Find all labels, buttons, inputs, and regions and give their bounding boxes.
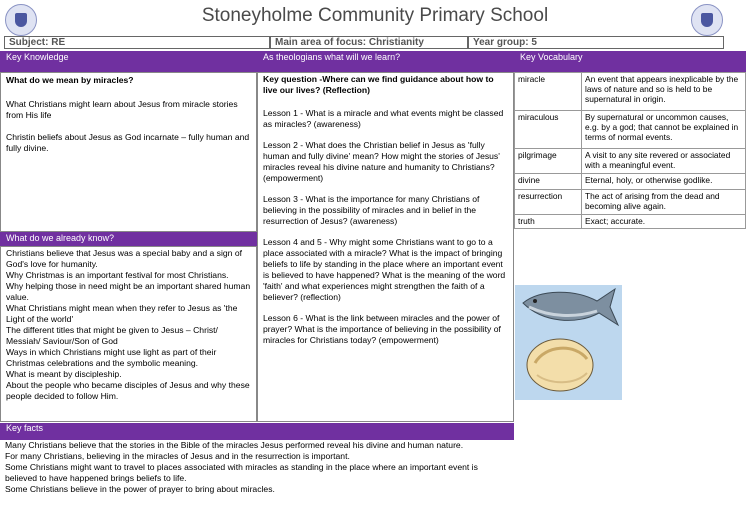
illustration [515, 285, 622, 400]
school-crest-icon [691, 4, 723, 36]
key-knowledge-text: Christin beliefs about Jesus as God incarnate – fully human and fully divine. [6, 132, 250, 153]
page-title: Stoneyholme Community Primary School [201, 5, 549, 26]
list-item: Ways in which Christians might use light as part of their Christmas celebrations and the symbolic meaning. [6, 347, 217, 368]
table-row [515, 174, 746, 190]
list-item: The different titles that might be given to Jesus – Christ/ Messiah/ Saviour/Son of God [6, 325, 218, 346]
list-item: Some Christians might want to travel to places associated with miracles as standing in the place where an important event is believed to have happened brings beliefs to life. [5, 462, 478, 483]
fish-and-bread-illustration [515, 285, 622, 400]
lesson-item: Lesson 2 - What does the Christian belief in Jesus as 'fully human and fully divine' mean? How might the stories of Jesus' miracles reveal his divine nature and humanity to Christians? (empowerment) [263, 140, 500, 183]
vocab-term: pilgrimage [515, 149, 582, 174]
fish-icon [523, 289, 618, 325]
list-item: About the people who became disciples of Jesus and why these people decided to follow Him. [6, 380, 250, 401]
vocab-term: resurrection [515, 190, 582, 215]
learn-panel [257, 72, 514, 422]
focus-label: Main area of focus: Christianity [270, 36, 468, 49]
vocab-definition: A visit to any site revered or associated with a meaningful event. [582, 149, 746, 174]
list-item: Why helping those in need might be an important shared human value. [6, 281, 251, 302]
table-row [515, 190, 746, 215]
lesson-item: Lesson 6 - What is the link between miracles and the power of prayer? What is the importance of believing in the possibility of miracles for Christians today? (empowerment) [263, 313, 501, 345]
lesson-item: Lesson 3 - What is the importance for many Christians of believing in the possibility of miracles and in belief in the resurrection of Jesus? (awareness) [263, 194, 480, 226]
key-knowledge-heading: Key Knowledge [0, 51, 257, 72]
learn-heading: As theologians what will we learn? [257, 51, 514, 72]
vocab-definition: An event that appears inexplicable by the laws of nature and so is held to be supernatural in origin. [582, 73, 746, 111]
list-item: What Christians might mean when they refer to Jesus as 'the Light of the world' [6, 303, 238, 324]
already-know-heading: What do we already know? [0, 232, 257, 246]
school-crest-icon [5, 4, 37, 36]
vocab-term: truth [515, 215, 582, 229]
vocab-definition: Eternal, holy, or otherwise godlike. [582, 174, 746, 190]
table-row [515, 111, 746, 149]
list-item: Some Christians believe in the power of prayer to bring about miracles. [5, 484, 275, 494]
key-knowledge-text: What Christians might learn about Jesus from miracle stories from His life [6, 99, 238, 120]
vocabulary-table [514, 72, 746, 229]
list-item: What is meant by discipleship. [6, 369, 122, 379]
already-know-panel [0, 246, 257, 422]
key-question: Key question -Where can we find guidance about how to live our lives? (Reflection) [263, 74, 494, 95]
vocab-definition: By supernatural or uncommon causes, e.g. by a god; that cannot be explained in terms of normal events. [582, 111, 746, 149]
vocab-term: divine [515, 174, 582, 190]
lesson-item: Lesson 1 - What is a miracle and what events might be classed as miracles? (awareness) [263, 108, 504, 129]
vocab-definition: Exact; accurate. [582, 215, 746, 229]
vocab-term: miracle [515, 73, 582, 111]
table-row [515, 149, 746, 174]
vocab-term: miraculous [515, 111, 582, 149]
bread-icon [527, 339, 593, 391]
vocab-definition: The act of arising from the dead and becoming alive again. [582, 190, 746, 215]
vocabulary-heading: Key Vocabulary [514, 51, 746, 72]
list-item: Why Christmas is an important festival for most Christians. [6, 270, 229, 280]
key-facts-panel [0, 440, 746, 503]
list-item: Many Christians believe that the stories in the Bible of the miracles Jesus performed reveal his divine and human nature. [5, 440, 464, 450]
key-facts-heading: Key facts [0, 423, 514, 440]
list-item: For many Christians, believing in the miracles of Jesus and in the resurrection is important. [5, 451, 350, 461]
subject-label: Subject: RE [4, 36, 270, 49]
key-knowledge-question: What do we mean by miracles? [6, 75, 134, 85]
year-group-label: Year group: 5 [468, 36, 724, 49]
lesson-item: Lesson 4 and 5 - Why might some Christians want to go to a place associated with a miracle? What is the impact of bringing beliefs to life by standing in the place where an important event is believed to have happened? What is the meaning of the word 'faith' and what experiences might strengthen the faith of a believer? (reflection) [263, 237, 506, 302]
key-knowledge-panel [0, 72, 257, 232]
table-row [515, 215, 746, 229]
list-item: Christians believe that Jesus was a special baby and a sign of God's love for humanity. [6, 248, 242, 269]
table-row [515, 73, 746, 111]
